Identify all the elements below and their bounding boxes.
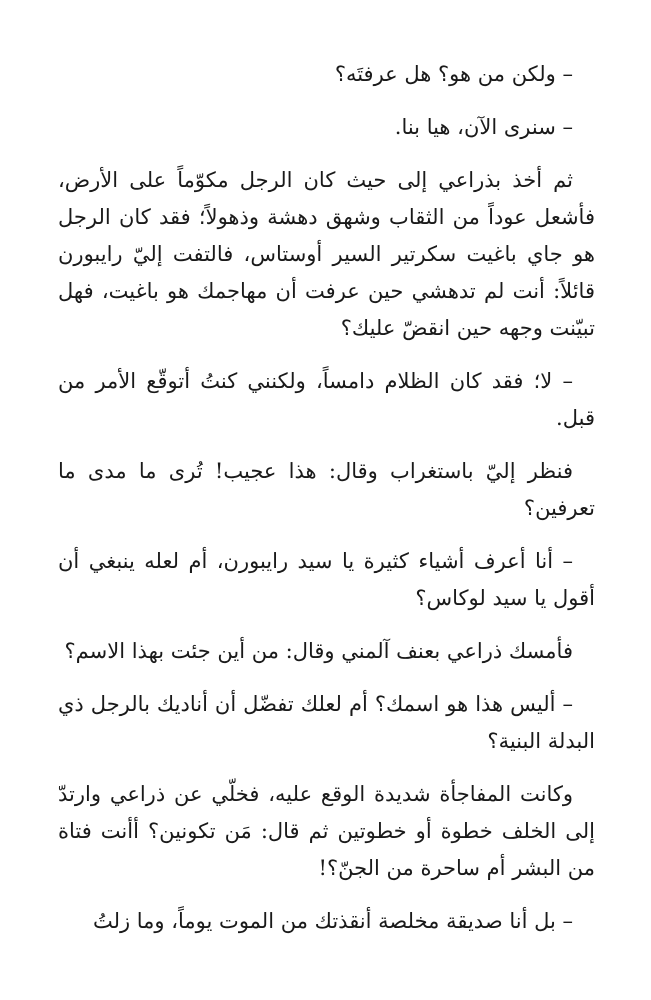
paragraph-10: – بل أنا صديقة مخلصة أنقذتك من الموت يوماً، وما زلتُ xyxy=(92,909,573,933)
paragraph-7: فأمسك ذراعي بعنف آلمني وقال: من أين جئت بهذا الاسم؟ xyxy=(64,639,573,663)
paragraph-3: ثم أخذ بذراعي إلى حيث كان الرجل مكوّماً على الأرض، فأشعل عوداً من الثقاب وشهق دهشة وذهولاً؛ فقد كان الرجل هو جاي باغيت سكرتير السير أوستاس، فالتفت إليّ رايبورن قائلاً: أنت لم تدهشي حين عرفت أن مهاجمك هو باغيت، فهل تبيّنت وجهه حين انقضّ عليك؟ xyxy=(58,168,595,340)
paragraph-4: – لا؛ فقد كان الظلام دامساً، ولكنني كنتُ أتوقّع الأمر من قبل. xyxy=(58,369,595,430)
paragraph-2: – سنرى الآن، هيا بنا. xyxy=(394,115,573,139)
paragraph-9: وكانت المفاجأة شديدة الوقع عليه، فخلّي عن ذراعي وارتدّ إلى الخلف خطوة أو خطوتين ثم قال: مَن تكونين؟ أأنت فتاة من البشر أم ساحرة من الجنّ؟! xyxy=(58,782,595,880)
book-page xyxy=(58,56,595,956)
paragraph-6: – أنا أعرف أشياء كثيرة يا سيد رايبورن، أم لعله ينبغي أن أقول يا سيد لوكاس؟ xyxy=(58,549,595,610)
paragraph-5: فنظر إليّ باستغراب وقال: هذا عجيب! تُرى ما مدى ما تعرفين؟ xyxy=(58,459,595,520)
paragraph-1: – ولكن من هو؟ هل عرفتَه؟ xyxy=(334,62,573,86)
paragraph-8: – أليس هذا هو اسمك؟ أم لعلك تفضّل أن أناديك بالرجل ذي البدلة البنية؟ xyxy=(58,692,595,753)
